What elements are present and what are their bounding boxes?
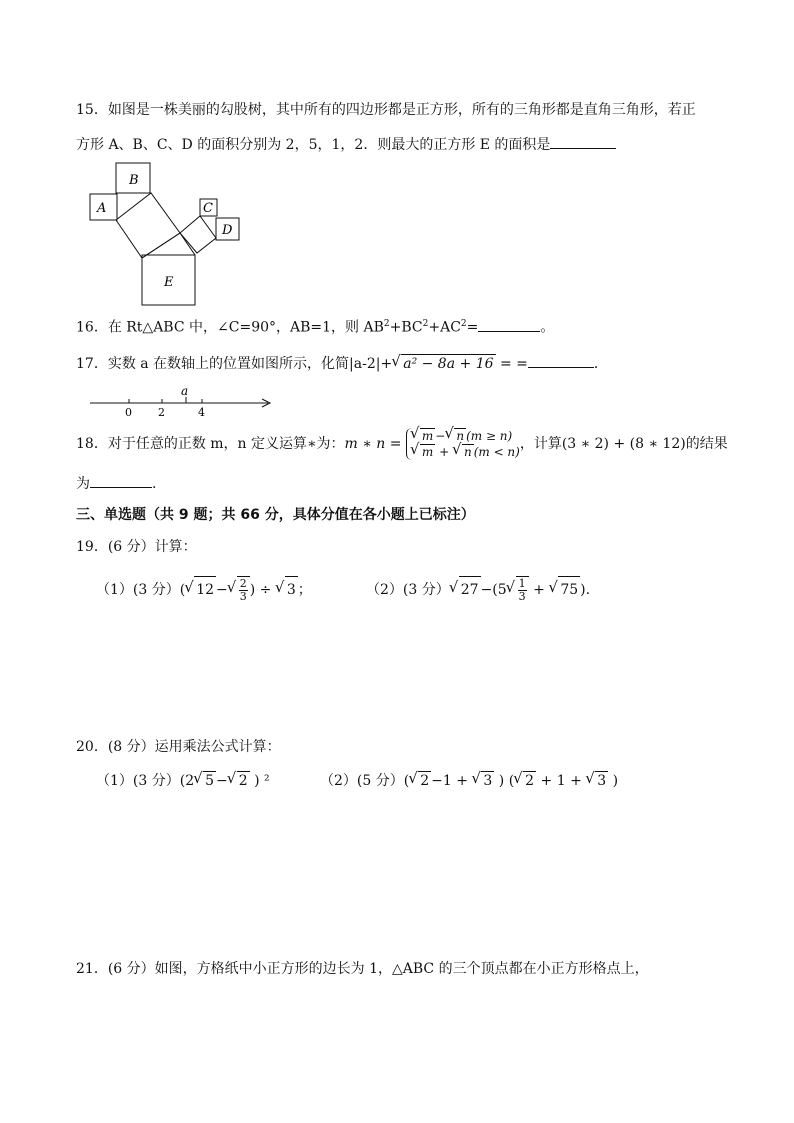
q20-part1-open: (2 xyxy=(179,773,195,789)
q19-part1-div: ) ÷ xyxy=(249,582,276,598)
q15-answer-blank xyxy=(550,134,616,149)
q17-radicand: a² − 8a + 16 xyxy=(403,356,494,372)
q19-part2-minus: −(5 xyxy=(480,582,507,598)
q19-part2-sqrt2 xyxy=(550,576,580,603)
q19-part1-frac-num: √ 2 xyxy=(239,576,247,590)
q17-sqrt xyxy=(393,354,495,373)
q17-answer-blank xyxy=(528,353,594,368)
q20-part2-r1: 2 xyxy=(420,773,430,789)
q19-part2-sqrt1 xyxy=(451,576,481,603)
q20-part2-mid2: + 1 + xyxy=(536,773,587,789)
q20-part2 xyxy=(320,771,618,790)
label-D: D xyxy=(222,223,233,238)
q18-answer-blank xyxy=(90,473,152,488)
q20-part1-sqrt2 xyxy=(229,771,250,790)
q16-mid3: = xyxy=(466,319,479,336)
q20-part1-close: ) ² xyxy=(249,773,270,789)
q19-part1-sqrt1 xyxy=(186,576,216,603)
q20-part1-r1: 5 xyxy=(205,773,215,789)
q15-line1: 15．如图是一株美丽的勾股树，其中所有的四边形都是正方形，所有的三角形都是直角三角形，若正 xyxy=(76,102,696,118)
q20-part2-r4: 3 xyxy=(597,773,607,789)
q19-part1-r1: 12 xyxy=(194,576,216,603)
q18-case1-cond: (m ≥ n) xyxy=(466,429,513,443)
q19-part1 xyxy=(96,576,312,603)
q20-part1 xyxy=(96,771,270,790)
q19-part2-frac xyxy=(518,578,527,603)
q15-line2-text: 方形 A、B、C、D 的面积分别为 2，5，1，2．则最大的正方形 E 的面积是 xyxy=(76,137,551,153)
q19-part2-sqrt-frac xyxy=(508,576,529,603)
q20-part2-open1: ( xyxy=(403,773,410,789)
q20-part2-sqrt3 xyxy=(515,771,536,790)
q21-line: 21．(6 分）如图，方格纸中小正方形的边长为 1，△ABC 的三个顶点都在小正方形格点上， xyxy=(76,961,649,977)
q18-line2 xyxy=(76,473,156,493)
q20-part2-close1: ) ( xyxy=(494,773,515,789)
q18-case2-b: n xyxy=(463,445,472,459)
q19-part2 xyxy=(366,576,590,603)
tick-label-2: 2 xyxy=(158,406,165,419)
q18-case1-a: m xyxy=(421,429,434,443)
q20-part1-minus: − xyxy=(216,773,228,789)
q17-prefix: 17．实数 a 在数轴上的位置如图所示，化简|a-2|+ xyxy=(76,356,393,372)
q16-suffix: 。 xyxy=(540,319,555,336)
q16-answer-blank xyxy=(478,317,540,332)
q20-part2-sqrt4 xyxy=(587,771,608,790)
triangle-edge xyxy=(180,233,195,255)
q18-piecewise xyxy=(406,428,520,460)
q16-prefix: 16．在 Rt△ABC 中，∠C=90°，AB=1，则 AB xyxy=(76,319,384,336)
q20-part2-sqrt2 xyxy=(473,771,494,790)
q19-part1-end: ； xyxy=(297,582,312,598)
q18-case2-op: + xyxy=(435,445,453,459)
q16-sup2: 2 xyxy=(422,319,429,329)
label-E: E xyxy=(164,275,174,290)
q20-part2-r2: 3 xyxy=(483,773,493,789)
tick-label-0: 0 xyxy=(125,406,132,419)
q16-mid1: +BC xyxy=(389,319,423,336)
q19-part2-r1: 27 xyxy=(459,576,481,603)
q20-part2-sqrt1 xyxy=(410,771,431,790)
q19-part1-sqrt-frac xyxy=(229,576,250,603)
q19-part1-minus: − xyxy=(216,582,228,598)
q19-title: 19．(6 分）计算： xyxy=(76,539,197,555)
q20-part2-close2: ) xyxy=(608,773,619,789)
q19-part1-frac-den: 3 xyxy=(239,589,247,603)
q19-part1-open: ( xyxy=(179,582,186,598)
label-C: C xyxy=(203,201,213,216)
q17-suffix: ． xyxy=(593,356,608,372)
q18-case2-cond: (m < n) xyxy=(473,445,520,459)
q19-part2-label: （2）(3 分） xyxy=(366,582,450,598)
q20-title: 20．(8 分）运用乘法公式计算： xyxy=(76,739,281,755)
q18-compute: ，计算(3 ∗ 2) + (8 ∗ 12)的结果 xyxy=(519,436,728,452)
q19-part1-r2: 3 xyxy=(285,576,298,603)
q19-part2-plus: + xyxy=(528,582,550,598)
q19-part2-frac-num: √ 1 xyxy=(518,576,526,590)
q18-line2-prefix: 为 xyxy=(76,476,90,492)
q17-eq: = = xyxy=(495,356,528,372)
q19-part1-label: （1）(3 分） xyxy=(96,582,180,598)
label-A: A xyxy=(97,201,107,216)
q19-part2-frac-den: 3 xyxy=(518,589,526,603)
q20-part2-mid1: −1 + xyxy=(431,773,473,789)
q19-part1-frac xyxy=(239,578,248,603)
q16-line xyxy=(76,315,554,337)
q16-sup3: 2 xyxy=(460,319,467,329)
q20-part1-sqrt1 xyxy=(195,771,216,790)
q15-line2 xyxy=(76,134,616,154)
q20-part1-r2: 2 xyxy=(238,773,248,789)
q18-case2 xyxy=(411,444,520,460)
pythagoras-tree-figure xyxy=(80,158,260,308)
square-upper-right xyxy=(180,216,216,253)
q18-case2-a: m xyxy=(421,445,434,459)
q18-case1-op: − xyxy=(435,429,446,443)
q18-line1 xyxy=(76,427,728,461)
q20-part2-r3: 2 xyxy=(525,773,535,789)
q18-case1-b: n xyxy=(456,429,465,443)
q19-part2-r2: 75 xyxy=(558,576,580,603)
q17-line xyxy=(76,353,608,373)
square-upper-left xyxy=(116,193,180,258)
q18-def-lhs: m ∗ n = xyxy=(344,436,402,452)
q18-case2-sqrt-b xyxy=(454,444,474,460)
q20-part2-label: （2）(5 分） xyxy=(320,773,404,789)
section3-heading: 三、单选题（共 9 题；共 66 分，具体分值在各小题上已标注） xyxy=(76,507,475,523)
q18-case2-sqrt-a xyxy=(412,444,435,460)
q19-part1-sqrt2 xyxy=(277,576,298,603)
q20-part1-label: （1）(3 分） xyxy=(96,773,180,789)
tick-label-4: 4 xyxy=(198,406,205,419)
triangle-edge xyxy=(142,233,180,258)
q19-part2-end: ). xyxy=(580,582,591,598)
number-line-figure xyxy=(88,383,278,421)
q18-case1 xyxy=(411,428,520,444)
q16-sup1: 2 xyxy=(383,319,390,329)
label-B: B xyxy=(129,173,139,188)
q18-prefix: 18．对于任意的正数 m，n 定义运算∗为： xyxy=(76,436,345,452)
q18-line2-suffix: . xyxy=(152,476,157,492)
q16-mid2: +AC xyxy=(428,319,461,336)
point-label-a: a xyxy=(181,384,189,398)
